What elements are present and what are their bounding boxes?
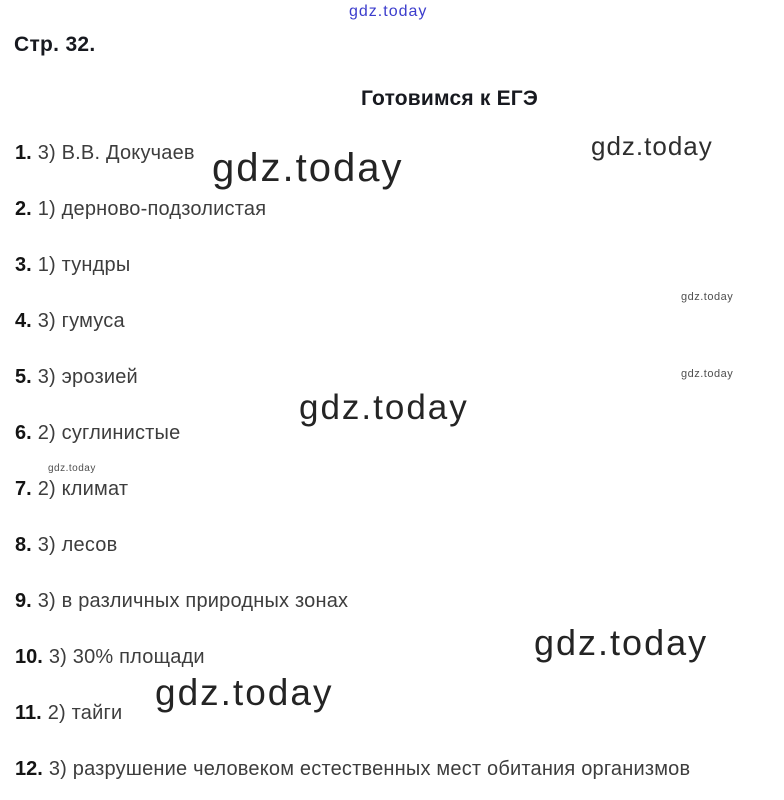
watermark-large-1: gdz.today (212, 146, 404, 190)
site-watermark-top: gdz.today (349, 3, 428, 20)
watermark-medium-right: gdz.today (591, 131, 713, 161)
answer-text: 1) дерново-подзолистая (37, 198, 267, 220)
answer-text: 2) тайги (47, 702, 123, 724)
answer-row-6 (15, 421, 775, 477)
answer-text: 3) эрозией (37, 366, 138, 388)
watermark-small-right-1: gdz.today (681, 291, 734, 303)
answer-row-1 (15, 141, 775, 197)
answer-row-7 (15, 477, 775, 533)
answer-text: 3) гумуса (37, 310, 125, 332)
page-label: Стр. 32. (14, 33, 96, 56)
page-title: Готовимся к ЕГЭ (361, 87, 539, 110)
answer-number: 4. (15, 310, 32, 332)
answer-number: 10. (15, 646, 43, 668)
answer-number: 6. (15, 422, 32, 444)
answer-row-2 (15, 197, 775, 253)
answer-row-10 (15, 645, 775, 701)
answer-number: 3. (15, 254, 32, 276)
answer-text: 2) суглинистые (37, 422, 181, 444)
answer-text: 3) лесов (37, 534, 118, 556)
answer-text: 3) В.В. Докучаев (37, 142, 195, 164)
answer-text: 3) в различных природных зонах (37, 590, 349, 612)
answer-row-5 (15, 365, 775, 421)
watermark-large-4: gdz.today (155, 672, 334, 713)
watermark-large-3: gdz.today (534, 622, 709, 663)
answer-number: 5. (15, 366, 32, 388)
answer-number: 11. (15, 702, 42, 724)
answer-number: 1. (15, 142, 32, 164)
answer-row-4 (15, 309, 775, 365)
answer-row-3 (15, 253, 775, 309)
answer-number: 12. (15, 758, 43, 780)
answer-number: 7. (15, 478, 32, 500)
answer-number: 2. (15, 198, 32, 220)
answer-number: 9. (15, 590, 32, 612)
watermark-large-2: gdz.today (299, 388, 469, 427)
answer-row-12 (15, 757, 775, 800)
answer-text: 3) разрушение человеком естественных мест обитания организмов (48, 758, 691, 780)
answer-text: 3) 30% площади (48, 646, 205, 668)
answers-list (15, 141, 775, 800)
watermark-small-left: gdz.today (48, 463, 96, 474)
answer-row-8 (15, 533, 775, 589)
answer-number: 8. (15, 534, 32, 556)
watermark-small-right-2: gdz.today (681, 368, 734, 380)
answer-text: 2) климат (37, 478, 129, 500)
answer-text: 1) тундры (37, 254, 131, 276)
answer-row-11 (15, 701, 775, 757)
answer-row-9 (15, 589, 775, 645)
